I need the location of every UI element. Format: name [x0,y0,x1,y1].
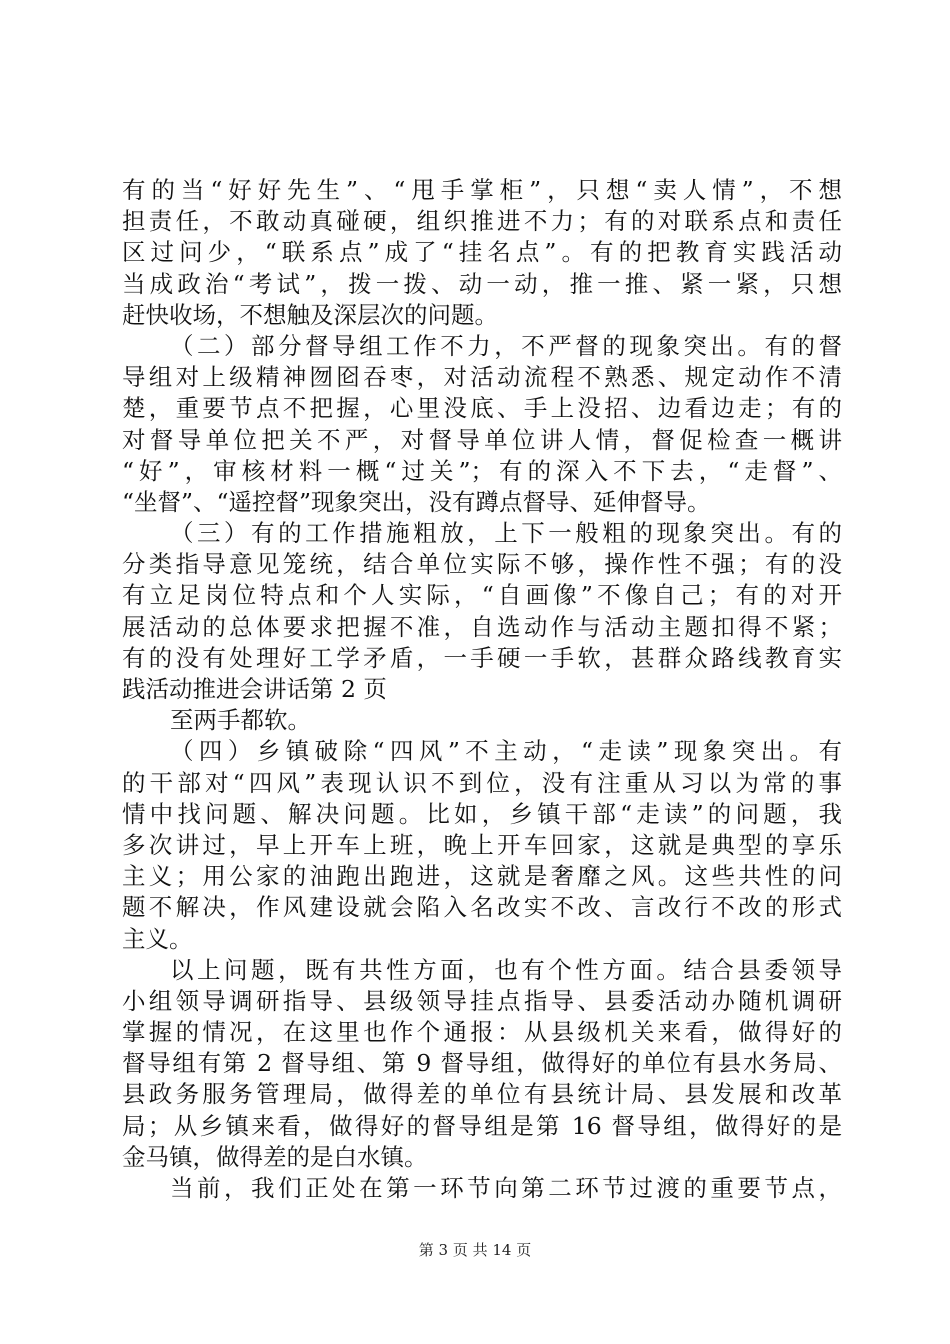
text-line: 有的当“好好先生”、“甩手掌柜”，只想“卖人情”，不想 [122,176,842,204]
text-line: 赶快收场，不想触及深层次的问题。 [122,300,498,329]
text-line: 以上问题，既有共性方面，也有个性方面。结合县委领导 [170,955,842,984]
text-line: 担责任，不敢动真碰硬，组织推进不力；有的对联系点和责任 [122,207,842,236]
text-line: （四）乡镇破除“四风”不主动，“走读”现象突出。有 [170,737,842,766]
page-footer: 第 3 页 共 14 页 [418,1241,532,1259]
text-line: 小组领导调研指导、县级领导挂点指导、县委活动办随机调研 [122,986,842,1015]
text-line: 题不解决，作风建设就会陷入名改实不改、言改行不改的形式 [122,893,842,922]
text-line: 主义。 [122,924,193,953]
text-line: 多次讲过，早上开车上班，晚上开车回家，这就是典型的享乐 [122,830,842,859]
text-line: 楚，重要节点不把握，心里没底、手上没招、边看边走；有的 [122,394,842,423]
text-line: 有的没有处理好工学矛盾，一手硬一手软，甚群众路线教育实 [122,643,842,672]
text-line: “坐督”、“遥控督”现象突出，没有蹲点督导、延伸督导。 [122,487,711,516]
text-line: 分类指导意见笼统，结合单位实际不够，操作性不强；有的没 [122,550,842,579]
text-line: 践活动推进会讲话第 2 页 [122,675,387,703]
text-line: 导组对上级精神囫囵吞枣，对活动流程不熟悉、规定动作不清 [122,363,842,392]
text-line: “好”，审核材料一概“过关”；有的深入不下去，“走督”、 [122,456,842,485]
document-body [122,175,842,1204]
text-line: 督导组有第 2 督导组、第 9 督导组，做得好的单位有县水务局、 [122,1049,842,1078]
text-line: （二）部分督导组工作不力，不严督的现象突出。有的督 [170,331,842,360]
text-line: 对督导单位把关不严，对督导单位讲人情，督促检查一概讲 [122,425,842,454]
text-line: 金马镇，做得差的是白水镇。 [122,1142,428,1171]
text-line: 至两手都软。 [170,706,311,735]
text-line: （三）有的工作措施粗放，上下一般粗的现象突出。有的 [170,519,842,548]
text-line: 主义；用公家的油跑出跑进，这就是奢靡之风。这些共性的问 [122,862,842,891]
text-line: 展活动的总体要求把握不准，自选动作与活动主题扣得不紧； [122,612,842,641]
text-line: 的干部对“四风”表现认识不到位，没有注重从习以为常的事 [122,768,842,797]
text-line: 局；从乡镇来看，做得好的督导组是第 16 督导组，做得好的是 [122,1111,842,1140]
text-line: 区过问少，“联系点”成了“挂名点”。有的把教育实践活动 [122,238,842,267]
text-line: 掌握的情况，在这里也作个通报：从县级机关来看，做得好的 [122,1018,842,1047]
text-line: 县政务服务管理局，做得差的单位有县统计局、县发展和改革 [122,1080,842,1109]
text-line: 当成政治“考试”，拨一拨、动一动，推一推、紧一紧，只想 [122,269,842,298]
text-line: 情中找问题、解决问题。比如，乡镇干部“走读”的问题，我 [122,799,842,828]
text-line: 有立足岗位特点和个人实际，“自画像”不像自己；有的对开 [122,581,842,610]
text-line: 当前，我们正处在第一环节向第二环节过渡的重要节点， [170,1174,842,1202]
